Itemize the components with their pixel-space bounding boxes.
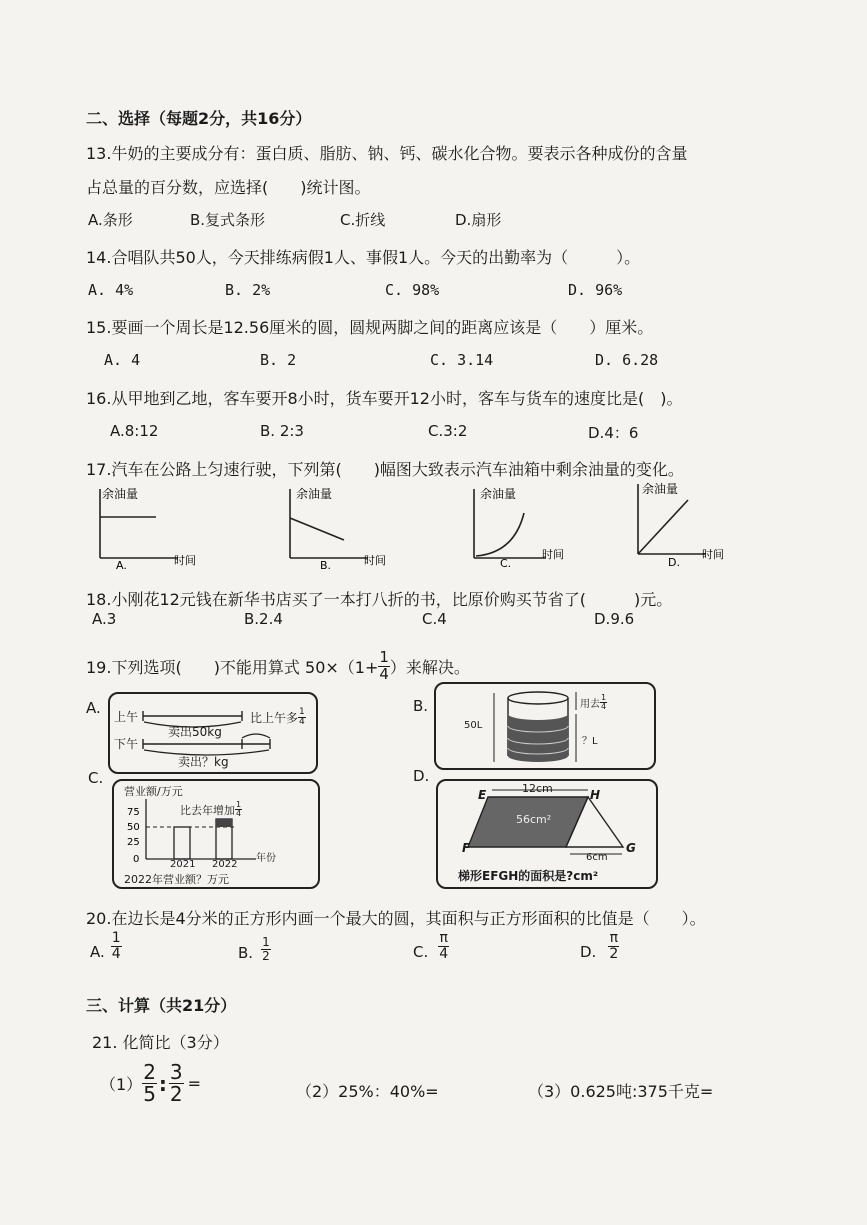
q19-b-used-label: 用去 $\frac{1}{4}$ <box>580 693 607 712</box>
q16-option-c: C.3:2 <box>428 422 468 440</box>
q15-text: 15.要画一个周长是12.56厘米的圆，圆规两脚之间的距离应该是（ ）厘米。 <box>86 318 654 337</box>
q19-option-a-label: A. <box>86 699 101 717</box>
svg-text:A.: A. <box>116 559 127 570</box>
q20-option-a: A. $\frac{1}{4}$ <box>90 930 121 962</box>
q21-part2: （2）25%：40%= <box>296 1082 439 1101</box>
q19-option-b-label: B. <box>413 697 429 715</box>
q19-a-sold-am: 卖出50kg <box>168 725 222 739</box>
q19-a-sold-pm: 卖出？kg <box>178 755 229 769</box>
q19-a-pm-label: 下午 <box>114 737 139 751</box>
q18-option-c: C.4 <box>422 610 447 628</box>
q21-part1: （1） $\frac{2}{5}$ : $\frac{3}{2}$ = <box>100 1060 202 1106</box>
q14-option-a: A. 4% <box>88 281 134 299</box>
svg-text:余油量: 余油量 <box>296 487 333 501</box>
q20-option-c: C. $\frac{\pi}{4}$ <box>413 930 449 962</box>
q16-text: 16.从甲地到乙地，客车要开8小时，货车要开12小时，客车与货车的速度比是( )。 <box>86 389 683 408</box>
q19-c-note: 比去年增加 $\frac{1}{4}$ <box>180 800 242 819</box>
q19-d-diagram <box>436 779 658 889</box>
q13-option-d: D.扇形 <box>455 211 502 229</box>
q19-c-caption: 2022年营业额？万元 <box>124 873 229 886</box>
svg-text:C.: C. <box>500 557 512 570</box>
svg-text:D.: D. <box>668 556 680 569</box>
q19-a-diagram <box>108 692 318 774</box>
q19-text-pre: 19.下列选项( )不能用算式 50×（1+ <box>86 657 379 677</box>
q19-b-volume: 50L <box>464 720 483 731</box>
q19-d-vertex-f: F <box>462 841 471 855</box>
q21-title: 21. 化简比（3分） <box>92 1033 229 1052</box>
q19-d-vertex-g: G <box>626 841 636 855</box>
q20-option-b: B. $\frac{1}{2}$ <box>238 935 270 963</box>
q19-fraction: $\frac{1}{4}$ <box>379 648 389 683</box>
svg-text:75: 75 <box>127 807 140 818</box>
q19-text-post: ）来解决。 <box>389 657 470 677</box>
q14-option-d: D. 96% <box>568 281 623 299</box>
q18-option-a: A.3 <box>92 610 117 628</box>
q19-d-bottom-length: 6cm <box>586 852 608 863</box>
q14-text: 14.合唱队共50人，今天排练病假1人、事假1人。今天的出勤率为（ ）。 <box>86 248 641 267</box>
q13-option-c: C.折线 <box>340 211 386 229</box>
q19-a-more-label: 比上午多 $\frac{1}{4}$ <box>250 707 305 728</box>
q19-b-rest: ？L <box>582 736 598 747</box>
svg-text:时间: 时间 <box>364 554 386 567</box>
q19-d-vertex-e: E <box>478 788 487 802</box>
q19-a-am-label: 上午 <box>114 710 139 724</box>
q19-b-diagram <box>434 682 656 770</box>
q19-c-x1: 2021 <box>170 859 196 870</box>
section-title-calc: 三、计算（共21分） <box>86 996 237 1015</box>
svg-text:25: 25 <box>127 837 140 848</box>
q13-option-b: B.复式条形 <box>190 211 266 229</box>
q16-option-d: D.4：6 <box>588 424 639 442</box>
svg-text:余油量: 余油量 <box>642 482 679 496</box>
q13-option-a: A.条形 <box>88 211 133 229</box>
q18-text: 18.小刚花12元钱在新华书店买了一本打八折的书，比原价购买节省了( )元。 <box>86 590 673 609</box>
q19-d-vertex-h: H <box>590 788 601 802</box>
q16-option-b: B. 2:3 <box>260 422 304 440</box>
q19-c-x2: 2022 <box>212 859 238 870</box>
q17-text: 17.汽车在公路上匀速行驶，下列第( )幅图大致表示汽车油箱中剩余油量的变化。 <box>86 460 684 479</box>
q19-option-c-label: C. <box>88 769 104 787</box>
svg-text:时间: 时间 <box>702 548 724 561</box>
q19-option-d-label: D. <box>413 767 430 785</box>
svg-text:余油量: 余油量 <box>480 487 517 501</box>
q19-d-area: 56cm² <box>516 813 552 826</box>
q17-graph-d <box>626 480 736 570</box>
q19-d-caption: 梯形EFGH的面积是?cm² <box>458 869 599 883</box>
q17-graph-b <box>278 485 393 570</box>
q13-text-line1: 13.牛奶的主要成分有：蛋白质、脂肪、钠、钙、碳水化合物。要表示各种成份的含量 <box>86 144 688 163</box>
svg-text:余油量: 余油量 <box>102 487 139 501</box>
section-title: 二、选择（每题2分，共16分） <box>86 109 312 128</box>
q14-option-b: B. 2% <box>225 281 271 299</box>
q17-graph-c <box>462 485 572 570</box>
q18-option-b: B.2.4 <box>244 610 283 628</box>
q17-graph-a <box>88 485 198 570</box>
q19-d-top-length: 12cm <box>522 782 553 795</box>
svg-text:50: 50 <box>127 822 140 833</box>
q15-option-a: A. 4 <box>104 351 141 369</box>
svg-text:时间: 时间 <box>174 554 196 567</box>
q19-c-ylabel: 营业额/万元 <box>124 785 183 798</box>
q20-option-d: D. $\frac{\pi}{2}$ <box>580 930 619 962</box>
svg-text:0: 0 <box>133 854 140 865</box>
q14-option-c: C. 98% <box>385 281 440 299</box>
svg-text:B.: B. <box>320 559 332 570</box>
q20-text: 20.在边长是4分米的正方形内画一个最大的圆，其面积与正方形面积的比值是（ ）。 <box>86 909 706 928</box>
q15-option-c: C. 3.14 <box>430 351 494 369</box>
q15-option-d: D. 6.28 <box>595 351 659 369</box>
q21-part3: （3）0.625吨:375千克= <box>528 1082 714 1101</box>
q19-c-xlabel: 年份 <box>256 853 276 864</box>
svg-text:时间: 时间 <box>542 548 564 561</box>
q18-option-d: D.9.6 <box>594 610 635 628</box>
q19-text <box>86 650 470 683</box>
q16-option-a: A.8:12 <box>110 422 159 440</box>
q19-c-diagram <box>112 779 320 889</box>
q13-text-line2: 占总量的百分数，应选择( )统计图。 <box>86 178 371 197</box>
q15-option-b: B. 2 <box>260 351 297 369</box>
